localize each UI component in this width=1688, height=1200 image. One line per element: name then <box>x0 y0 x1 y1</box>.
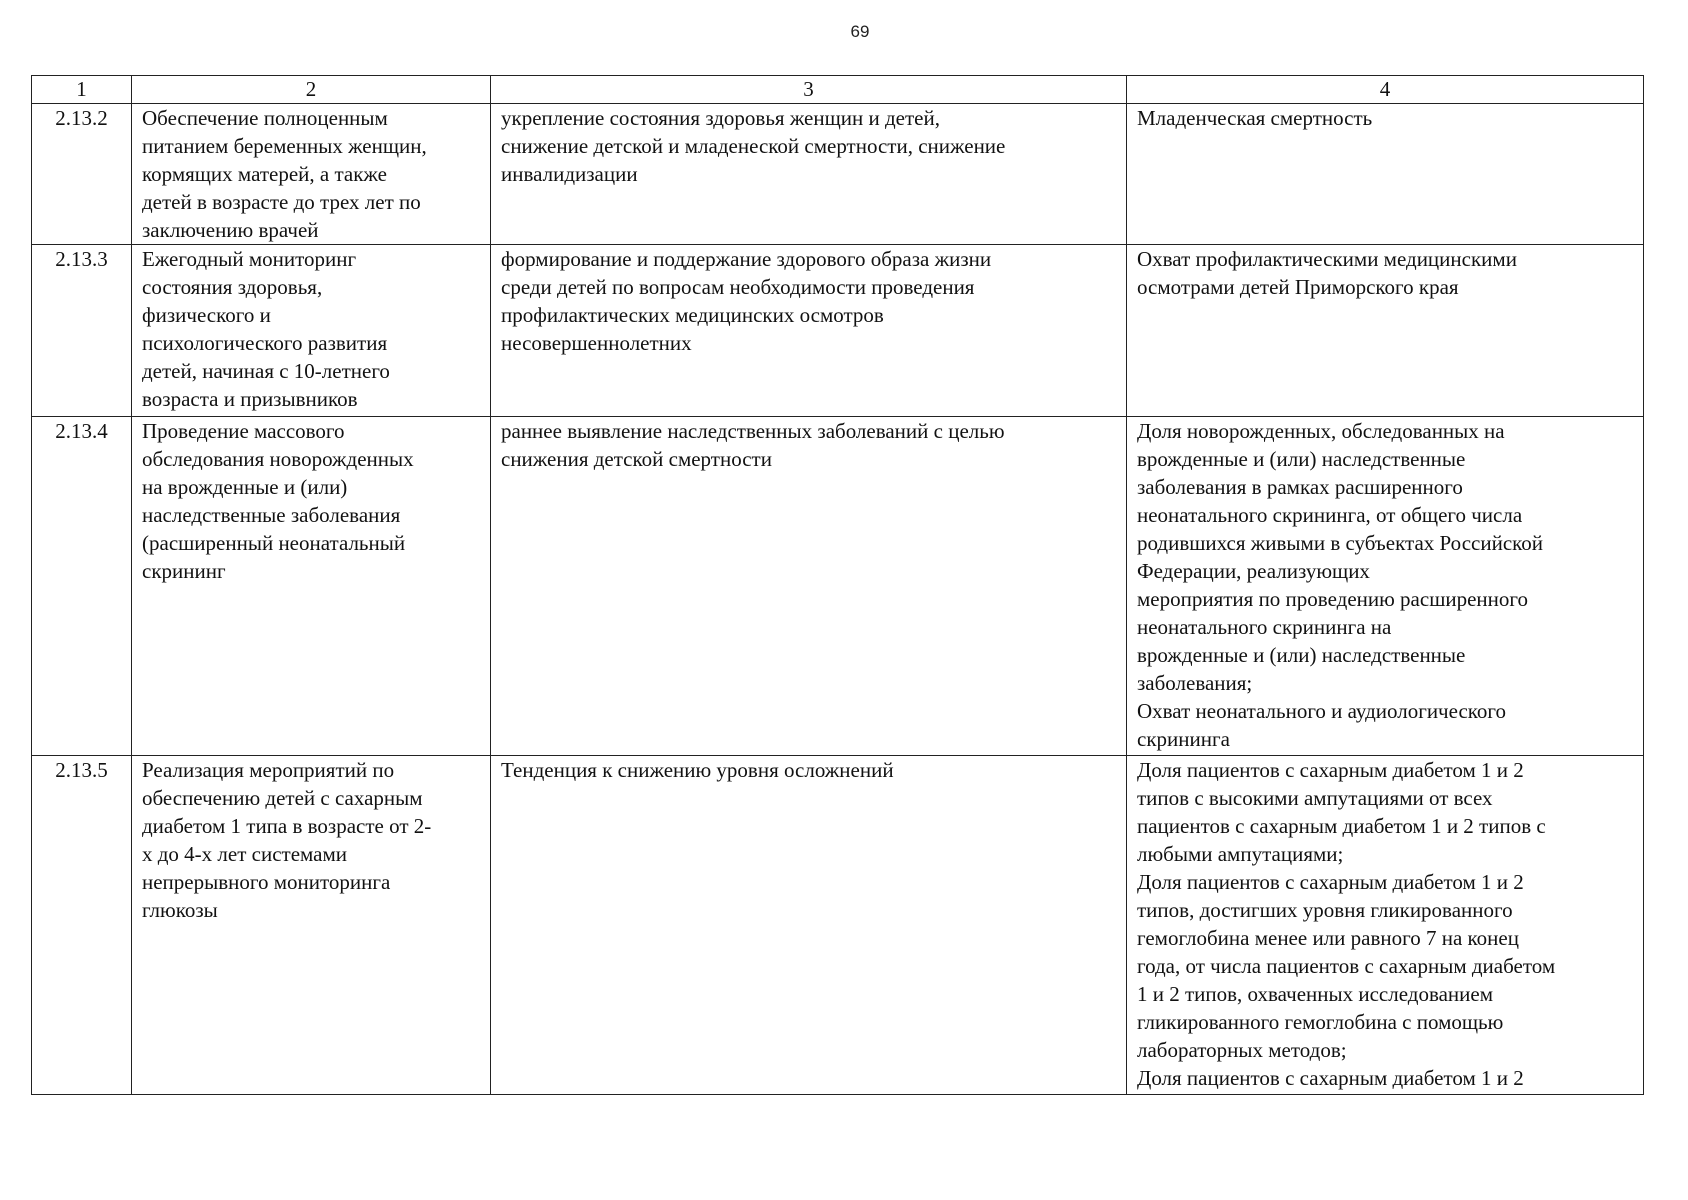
indicator-cell: Доля новорожденных, обследованных на врожденные и (или) наследственные заболевания в рамках расширенного неонатального скрининга, от общего числа родившихся живыми в субъектах Российской Федерации, реализующих мероприятия по проведению расширенного неонатального скрининга на врожденные и (или) наследственные заболевания; Охват неонатального и аудиологического скрининга <box>1127 417 1644 756</box>
row-number: 2.13.4 <box>32 417 132 756</box>
indicator-cell: Младенческая смертность <box>1127 104 1644 245</box>
table-row <box>32 756 1644 1095</box>
column-header: 1 <box>32 76 132 104</box>
measures-table <box>31 75 1644 1095</box>
goal-cell: Тенденция к снижению уровня осложнений <box>491 756 1127 1095</box>
indicator-cell: Доля пациентов с сахарным диабетом 1 и 2 типов с высокими ампутациями от всех пациентов с сахарным диабетом 1 и 2 типов с любыми ампутациями; Доля пациентов с сахарным диабетом 1 и 2 типов, достигших уровня гликированного гемоглобина менее или равного 7 на конец года, от числа пациентов с сахарным диабетом 1 и 2 типов, охваченных исследованием гликированного гемоглобина с помощью лабораторных методов; Доля пациентов с сахарным диабетом 1 и 2 <box>1127 756 1644 1095</box>
goal-cell: раннее выявление наследственных заболеваний с целью снижения детской смертности <box>491 417 1127 756</box>
goal-cell: формирование и поддержание здорового образа жизни среди детей по вопросам необходимости проведения профилактических медицинских осмотров несовершеннолетних <box>491 245 1127 417</box>
table-row <box>32 104 1644 245</box>
measure-cell: Ежегодный мониторинг состояния здоровья, физического и психологического развития детей, начиная с 10-летнего возраста и призывников <box>132 245 491 417</box>
row-number: 2.13.5 <box>32 756 132 1095</box>
measure-cell: Реализация мероприятий по обеспечению детей с сахарным диабетом 1 типа в возрасте от 2- х до 4-х лет системами непрерывного мониторинга глюкозы <box>132 756 491 1095</box>
column-header: 3 <box>491 76 1127 104</box>
measure-cell: Проведение массового обследования новорожденных на врожденные и (или) наследственные заболевания (расширенный неонатальный скрининг <box>132 417 491 756</box>
column-header: 2 <box>132 76 491 104</box>
row-number: 2.13.3 <box>32 245 132 417</box>
measure-cell: Обеспечение полноценным питанием беременных женщин, кормящих матерей, а также детей в возрасте до трех лет по заключению врачей <box>132 104 491 245</box>
row-number: 2.13.2 <box>32 104 132 245</box>
indicator-cell: Охват профилактическими медицинскими осмотрами детей Приморского края <box>1127 245 1644 417</box>
table-row <box>32 245 1644 417</box>
goal-cell: укрепление состояния здоровья женщин и детей, снижение детской и младенеской смертности, снижение инвалидизации <box>491 104 1127 245</box>
table-header-row <box>32 76 1644 104</box>
page-number: 69 <box>850 22 870 41</box>
column-header: 4 <box>1127 76 1644 104</box>
table-row <box>32 417 1644 756</box>
